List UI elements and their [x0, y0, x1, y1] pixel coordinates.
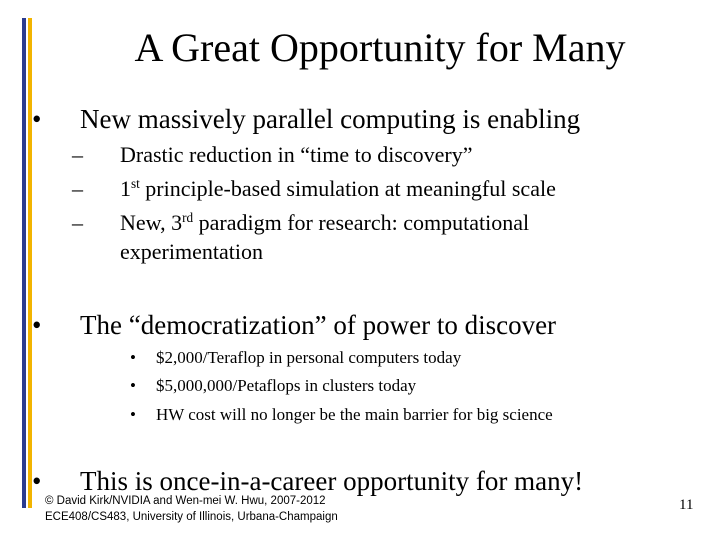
sub-bullet-1-3-text: New, 3rd paradigm for research: computational: [120, 210, 530, 235]
bullet-2-text: The “democratization” of power to discover: [80, 310, 557, 340]
footer-credits: [45, 493, 338, 525]
bullet-marker: •: [130, 348, 136, 367]
sub-bullet-2-2-text: $5,000,000/Petaflops in clusters today: [156, 376, 417, 395]
footer-line-2: ECE408/CS483, University of Illinois, Urbana-Champaign: [45, 511, 338, 523]
dash-marker: –: [72, 210, 83, 235]
slide-title: A Great Opportunity for Many: [134, 25, 626, 70]
page-number: 11: [679, 497, 694, 513]
left-accent-bar-blue: [22, 18, 26, 508]
sub-bullet-1-1-text: Drastic reduction in “time to discovery”: [120, 142, 473, 167]
bullet-marker: •: [130, 376, 136, 395]
bullet-marker: •: [32, 466, 42, 496]
bullet-3-text: This is once-in-a-career opportunity for many!: [80, 466, 584, 496]
left-accent-bar-gold: [28, 18, 32, 508]
dash-marker: –: [72, 142, 83, 167]
sub-bullet-1-3-continuation: experimentation: [120, 239, 263, 264]
sub-bullet-2-3-text: HW cost will no longer be the main barrier for big science: [156, 405, 553, 424]
bullet-marker: •: [130, 405, 136, 424]
sub-bullet-1-2-text: 1st principle-based simulation at meaningful scale: [120, 176, 556, 201]
footer-line-1: © David Kirk/NVIDIA and Wen-mei W. Hwu, 2007-2012: [45, 495, 326, 507]
sub-bullet-2-1-text: $2,000/Teraflop in personal computers today: [156, 348, 462, 367]
bullet-1-text: New massively parallel computing is enabling: [80, 104, 581, 134]
dash-marker: –: [72, 176, 83, 201]
bullet-marker: •: [32, 310, 42, 340]
bullet-marker: •: [32, 104, 42, 134]
